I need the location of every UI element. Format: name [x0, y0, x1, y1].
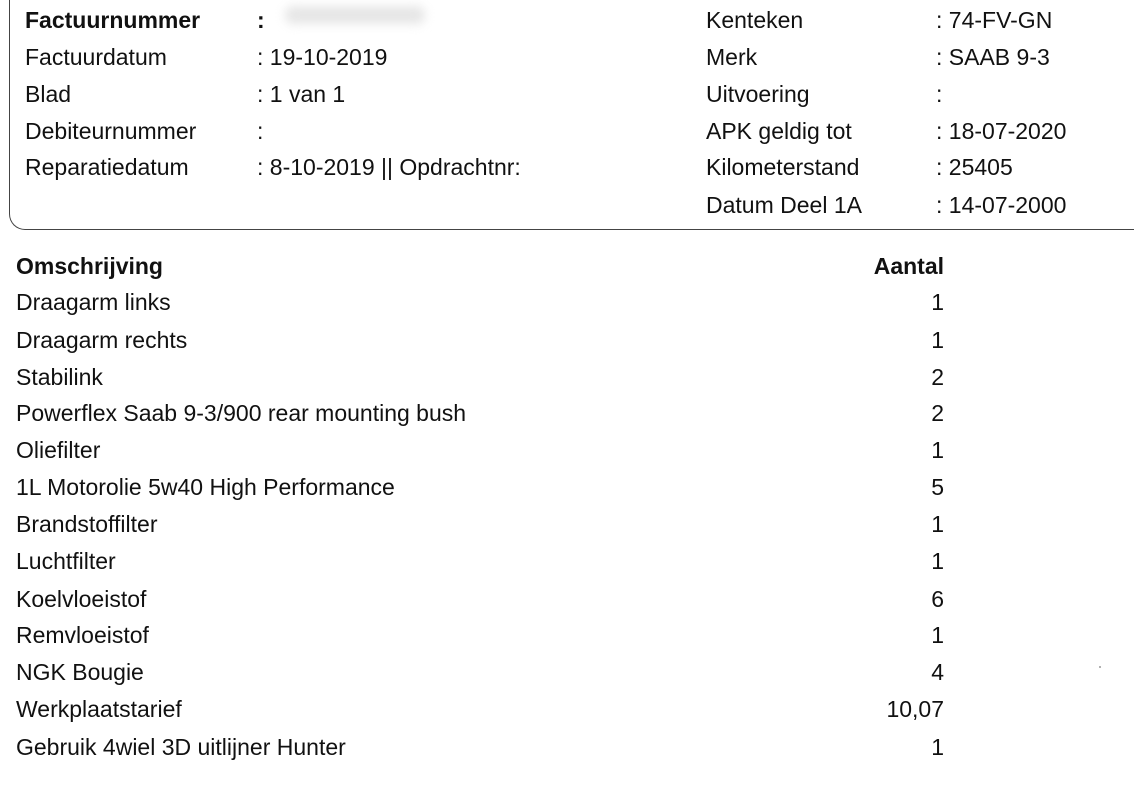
- table-row: [16, 286, 944, 318]
- header-left-value-repair-date: : 8-10-2019 || Opdrachtnr:: [257, 154, 521, 180]
- header-right-value-license-plate: : 74-FV-GN: [936, 7, 1053, 33]
- header-right-value-apk-valid-until: : 18-07-2020: [936, 118, 1067, 144]
- header-right-label-date-part-1a: Datum Deel 1A: [706, 192, 862, 218]
- header-right-label-version: Uitvoering: [706, 81, 810, 107]
- header-right-label-mileage: Kilometerstand: [706, 154, 860, 180]
- table-header: [16, 250, 944, 282]
- header-right-value-version: :: [936, 81, 943, 107]
- row-quantity: 4: [931, 659, 944, 685]
- header-left-label-debtor-number: Debiteurnummer: [25, 118, 197, 144]
- header-left-label-repair-date: Reparatiedatum: [25, 154, 189, 180]
- table-row: [16, 693, 944, 725]
- redacted-invoice-number: [285, 6, 425, 24]
- header-right-label-apk-valid-until: APK geldig tot: [706, 118, 852, 144]
- table-row: [16, 324, 944, 356]
- row-description: Powerflex Saab 9-3/900 rear mounting bush: [16, 400, 467, 426]
- row-description: Stabilink: [16, 364, 103, 390]
- row-quantity: 1: [931, 437, 944, 463]
- table-row: [16, 545, 944, 577]
- row-quantity: 6: [931, 586, 944, 612]
- row-quantity: 2: [931, 364, 944, 390]
- header-right-value-mileage: : 25405: [936, 154, 1013, 180]
- header-left-label-page: Blad: [25, 81, 72, 107]
- header-left-label-invoice-date: Factuurdatum: [25, 44, 167, 70]
- row-quantity: 2: [931, 400, 944, 426]
- table-row: [16, 434, 944, 466]
- row-description: NGK Bougie: [16, 659, 144, 685]
- row-quantity: 1: [931, 327, 944, 353]
- header-left-value-invoice-number: :: [257, 7, 265, 33]
- table-row: [16, 471, 944, 503]
- table-row: [16, 619, 944, 651]
- row-description: Werkplaatstarief: [16, 696, 182, 722]
- header-left-value-page: : 1 van 1: [257, 81, 346, 107]
- column-header-quantity: Aantal: [873, 253, 944, 279]
- table-row: [16, 656, 944, 688]
- row-description: Koelvloeistof: [16, 586, 147, 612]
- header-left-value-invoice-date: : 19-10-2019: [257, 44, 388, 70]
- row-description: Gebruik 4wiel 3D uitlijner Hunter: [16, 734, 346, 760]
- row-description: Brandstoffilter: [16, 511, 158, 537]
- row-description: 1L Motorolie 5w40 High Performance: [16, 474, 395, 500]
- table-row: [16, 361, 944, 393]
- row-quantity: 1: [931, 548, 944, 574]
- scan-speck: [1099, 666, 1101, 668]
- header-right-label-brand: Merk: [706, 44, 758, 70]
- row-description: Remvloeistof: [16, 622, 149, 648]
- header-left-value-debtor-number: :: [257, 118, 264, 144]
- row-quantity: 1: [931, 289, 944, 315]
- row-description: Draagarm rechts: [16, 327, 188, 353]
- table-row: [16, 397, 944, 429]
- row-quantity: 10,07: [886, 696, 944, 722]
- table-row: [16, 583, 944, 615]
- header-right-value-date-part-1a: : 14-07-2000: [936, 192, 1067, 218]
- row-description: Luchtfilter: [16, 548, 116, 574]
- row-quantity: 5: [931, 474, 944, 500]
- column-header-description: Omschrijving: [16, 253, 163, 279]
- header-right-value-brand: : SAAB 9-3: [936, 44, 1050, 70]
- row-quantity: 1: [931, 734, 944, 760]
- row-quantity: 1: [931, 622, 944, 648]
- table-row: [16, 731, 944, 763]
- row-quantity: 1: [931, 511, 944, 537]
- row-description: Oliefilter: [16, 437, 101, 463]
- table-row: [16, 508, 944, 540]
- header-right-label-license-plate: Kenteken: [706, 7, 804, 33]
- row-description: Draagarm links: [16, 289, 171, 315]
- header-left-label-invoice-number: Factuurnummer: [25, 7, 201, 33]
